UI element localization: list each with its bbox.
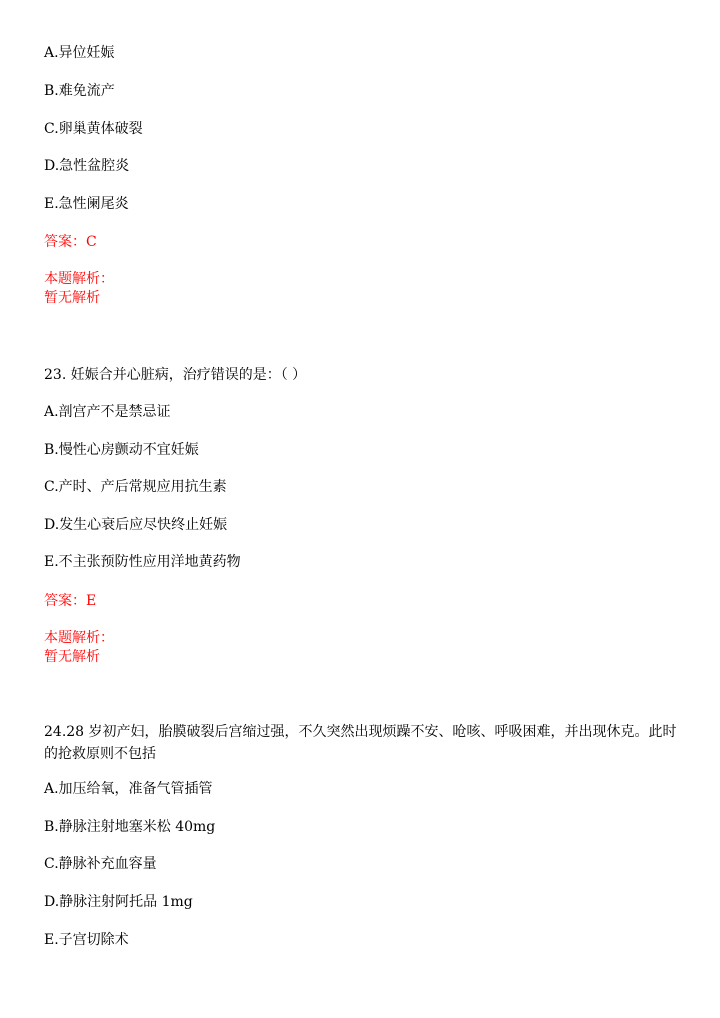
q24-option-a: A.加压给氧，准备气管插管: [44, 781, 213, 797]
q22-analysis-label: 本题解析：: [44, 271, 114, 287]
q22-analysis-text: 暂无解析: [44, 290, 100, 306]
q23-option-b: B.慢性心房颤动不宜妊娠: [44, 442, 199, 458]
q23-analysis-label: 本题解析：: [44, 630, 114, 646]
q22-answer: 答案：C: [44, 234, 97, 250]
q23-option-e: E.不主张预防性应用洋地黄药物: [44, 554, 241, 570]
q24-option-b: B.静脉注射地塞米松 40mg: [44, 819, 216, 835]
q24-option-c: C.静脉补充血容量: [44, 856, 157, 872]
q23-option-c: C.产时、产后常规应用抗生素: [44, 479, 227, 495]
q23-question: 23. 妊娠合并心脏病，治疗错误的是：（ ）: [44, 367, 307, 383]
q24-question: 24.28 岁初产妇，胎膜破裂后宫缩过强，不久突然出现烦躁不安、呛咳、呼吸困难，并出现休克。此时的抢救原则不包括: [44, 724, 677, 762]
q23-analysis-text: 暂无解析: [44, 649, 100, 665]
q22-option-d: D.急性盆腔炎: [44, 158, 130, 174]
q22-option-a: A.异位妊娠: [44, 45, 115, 61]
q23-option-d: D.发生心衰后应尽快终止妊娠: [44, 517, 228, 533]
q24-option-e: E.子宫切除术: [44, 932, 129, 948]
q22-option-b: B.难免流产: [44, 83, 115, 99]
q23-answer: 答案：E: [44, 593, 97, 609]
q24-option-d: D.静脉注射阿托品 1mg: [44, 894, 193, 910]
q23-option-a: A.剖宫产不是禁忌证: [44, 404, 171, 420]
q22-option-c: C.卵巢黄体破裂: [44, 121, 143, 137]
q22-option-e: E.急性阑尾炎: [44, 196, 129, 212]
